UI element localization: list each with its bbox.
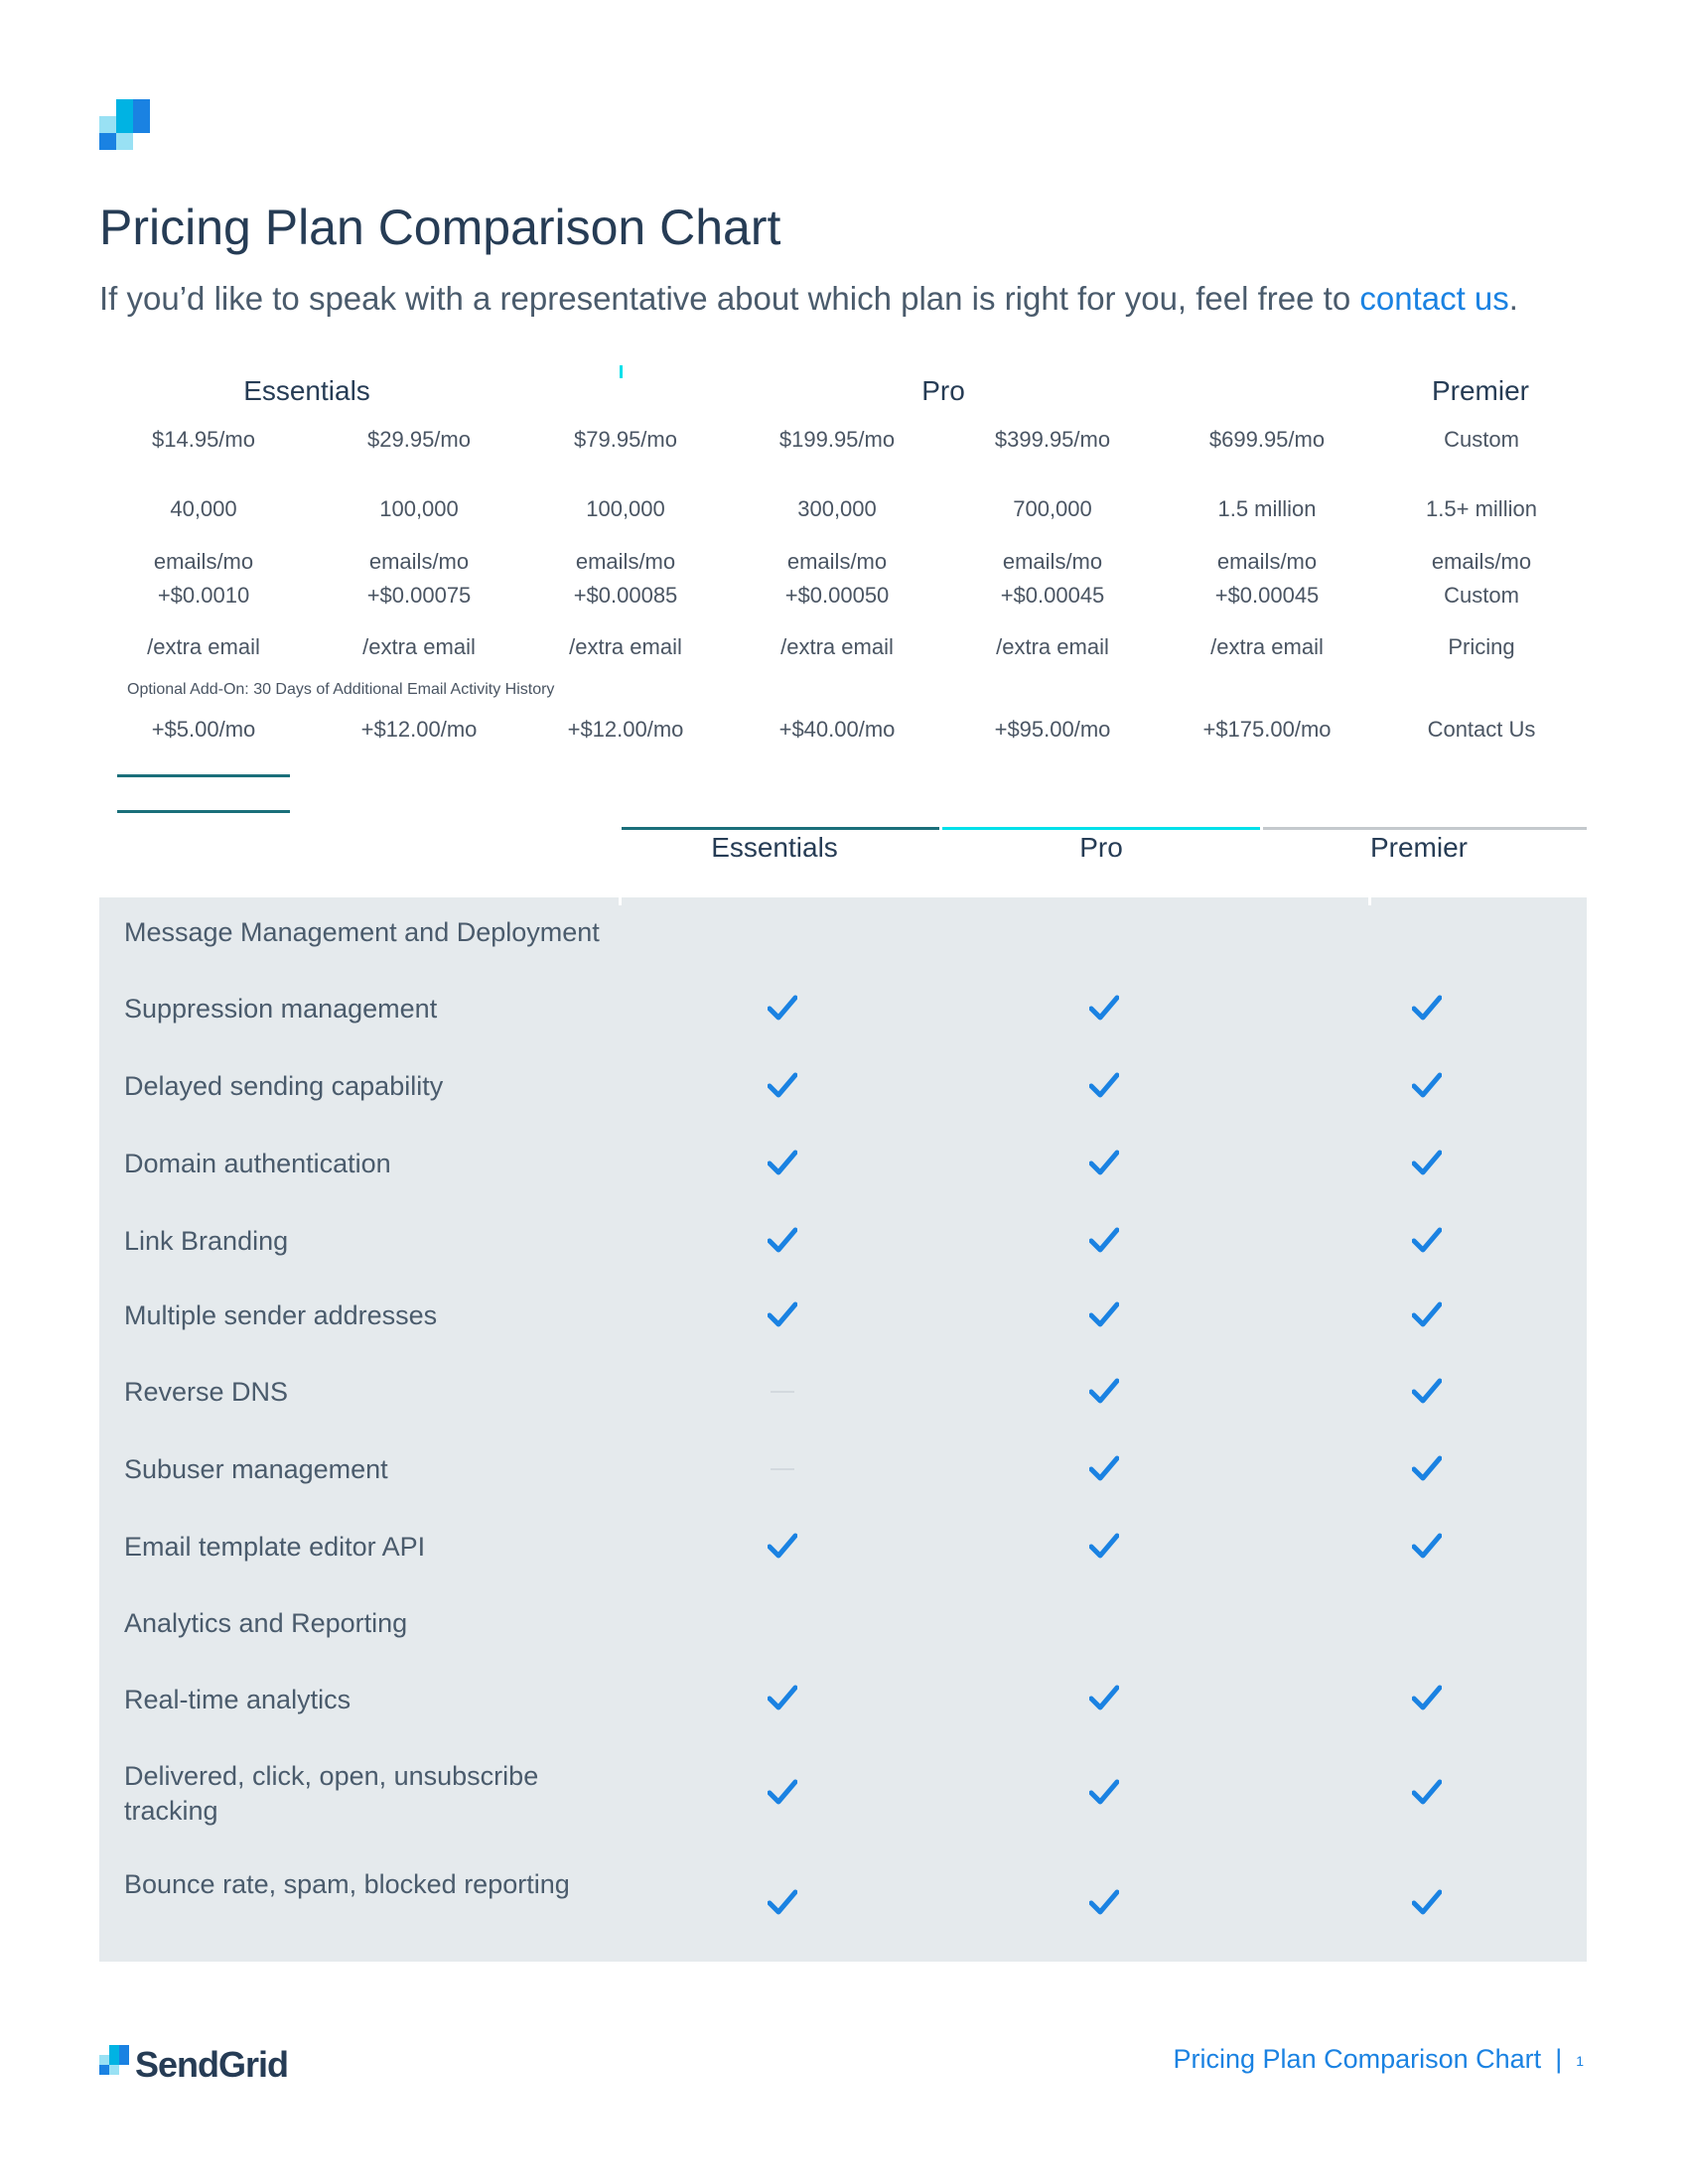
check-icon — [1412, 1301, 1442, 1327]
feature-label: Link Branding — [124, 1226, 289, 1256]
price-3: $79.95/mo — [574, 427, 677, 452]
section-heading: Message Management and Deployment — [124, 917, 600, 947]
section-heading: Analytics and Reporting — [124, 1608, 408, 1638]
check-icon — [1089, 1072, 1119, 1098]
overage-unit-3: /extra email — [569, 634, 682, 659]
volume-unit-2: emails/mo — [368, 549, 470, 574]
price-1: $14.95/mo — [152, 427, 255, 452]
footer-brand: SendGrid — [135, 2044, 289, 2085]
pro-column-bar — [942, 827, 1260, 830]
volume-unit-7: emails/mo — [1431, 549, 1532, 574]
volume-unit-1: emails/mo — [153, 549, 254, 574]
divider-line — [117, 810, 290, 813]
volume-5: 700,000 — [1013, 496, 1092, 521]
overage-unit-7: Pricing — [1448, 634, 1515, 659]
volume-6: 1.5 million — [1217, 496, 1317, 521]
check-icon — [1089, 1227, 1119, 1253]
check-icon — [1089, 1301, 1119, 1327]
page-number: 1 — [1576, 2052, 1584, 2069]
check-icon — [1089, 1378, 1119, 1404]
volume-1: 40,000 — [170, 496, 237, 521]
feature-label: Suppression management — [124, 994, 438, 1024]
check-icon — [1089, 1533, 1119, 1559]
addon-price-1: +$5.00/mo — [151, 717, 256, 742]
addon-price-3: +$12.00/mo — [567, 717, 684, 742]
addon-label: Optional Add-On: 30 Days of Additional Email Activity History — [127, 681, 555, 698]
check-icon — [1412, 1455, 1442, 1481]
check-icon — [1412, 1889, 1442, 1915]
check-icon — [768, 1779, 797, 1805]
check-icon — [768, 995, 797, 1021]
sendgrid-footer-logo — [99, 2043, 308, 2087]
overage-price-4: +$0.00050 — [784, 583, 890, 608]
footer-separator: | — [1555, 2044, 1563, 2074]
check-icon — [768, 1301, 797, 1327]
addon-price-4: +$40.00/mo — [778, 717, 896, 742]
check-icon — [1089, 1779, 1119, 1805]
price-6: $699.95/mo — [1208, 427, 1326, 452]
volume-4: 300,000 — [797, 496, 877, 521]
column-divider — [1368, 897, 1371, 905]
premier-column-bar — [1263, 827, 1587, 830]
not-included-dash-icon — [771, 1391, 794, 1393]
check-icon — [1412, 1072, 1442, 1098]
feature-label: Multiple sender addresses — [124, 1300, 438, 1330]
volume-3: 100,000 — [586, 496, 665, 521]
check-icon — [1412, 995, 1442, 1021]
price-7: Custom — [1444, 427, 1519, 452]
check-icon — [768, 1227, 797, 1253]
feature-label: Email template editor API — [124, 1532, 426, 1562]
feature-label: Subuser management — [124, 1454, 388, 1484]
feature-label: Real-time analytics — [124, 1685, 352, 1714]
column-header-pro: Pro — [1079, 832, 1123, 863]
overage-price-3: +$0.00085 — [573, 583, 678, 608]
price-2: $29.95/mo — [367, 427, 471, 452]
overage-unit-4: /extra email — [780, 634, 894, 659]
page-title: Pricing Plan Comparison Chart — [99, 200, 781, 255]
column-header-premier: Premier — [1369, 832, 1468, 863]
tier-marker — [620, 365, 623, 378]
check-icon — [1089, 995, 1119, 1021]
addon-price-7: Contact Us — [1427, 717, 1536, 742]
feature-label: Bounce rate, spam, blocked reporting — [124, 1869, 570, 1899]
volume-2: 100,000 — [379, 496, 459, 521]
check-icon — [768, 1685, 797, 1710]
sendgrid-mark-icon — [99, 2045, 129, 2075]
pricing-tier-pro: Pro — [921, 375, 965, 406]
divider-line — [117, 774, 290, 777]
overage-price-2: +$0.00075 — [366, 583, 472, 608]
feature-label: Reverse DNS — [124, 1377, 289, 1407]
contact-us-link[interactable]: contact us — [1359, 280, 1509, 317]
volume-unit-3: emails/mo — [575, 549, 676, 574]
page-subtitle: If you’d like to speak with a representative about which plan is right for you, feel free to contact us. — [99, 280, 1518, 317]
check-icon — [1412, 1150, 1442, 1175]
overage-unit-6: /extra email — [1210, 634, 1324, 659]
overage-price-1: +$0.0010 — [157, 583, 250, 608]
volume-unit-6: emails/mo — [1216, 549, 1318, 574]
overage-unit-5: /extra email — [996, 634, 1109, 659]
check-icon — [1089, 1150, 1119, 1175]
check-icon — [768, 1150, 797, 1175]
sendgrid-logo-icon — [99, 99, 151, 151]
price-5: $399.95/mo — [994, 427, 1111, 452]
addon-price-5: +$95.00/mo — [994, 717, 1111, 742]
essentials-column-bar — [622, 827, 939, 830]
check-icon — [1412, 1685, 1442, 1710]
pricing-tier-essentials: Essentials — [243, 375, 370, 406]
check-icon — [768, 1533, 797, 1559]
check-icon — [1412, 1533, 1442, 1559]
check-icon — [1089, 1889, 1119, 1915]
check-icon — [1089, 1455, 1119, 1481]
overage-unit-1: /extra email — [147, 634, 260, 659]
check-icon — [1412, 1779, 1442, 1805]
overage-price-5: +$0.00045 — [1000, 583, 1105, 608]
pricing-tier-premier: Premier — [1431, 375, 1529, 406]
column-header-essentials: Essentials — [711, 832, 838, 863]
volume-unit-5: emails/mo — [1002, 549, 1103, 574]
feature-label: Delayed sending capability — [124, 1071, 444, 1101]
overage-price-7: Custom — [1444, 583, 1519, 608]
volume-7: 1.5+ million — [1426, 496, 1537, 521]
overage-unit-2: /extra email — [362, 634, 476, 659]
check-icon — [1412, 1378, 1442, 1404]
check-icon — [1412, 1227, 1442, 1253]
not-included-dash-icon — [771, 1468, 794, 1470]
footer-doc-title: Pricing Plan Comparison Chart | 1 — [1173, 2044, 1584, 2074]
check-icon — [768, 1072, 797, 1098]
overage-price-6: +$0.00045 — [1214, 583, 1320, 608]
addon-price-6: +$175.00/mo — [1202, 717, 1332, 742]
volume-unit-4: emails/mo — [786, 549, 888, 574]
feature-label: Domain authentication — [124, 1149, 391, 1178]
check-icon — [1089, 1685, 1119, 1710]
check-icon — [768, 1889, 797, 1915]
addon-price-2: +$12.00/mo — [360, 717, 478, 742]
price-4: $199.95/mo — [778, 427, 896, 452]
feature-label: Delivered, click, open, unsubscribe tracking — [124, 1761, 539, 1826]
column-divider — [619, 897, 622, 905]
